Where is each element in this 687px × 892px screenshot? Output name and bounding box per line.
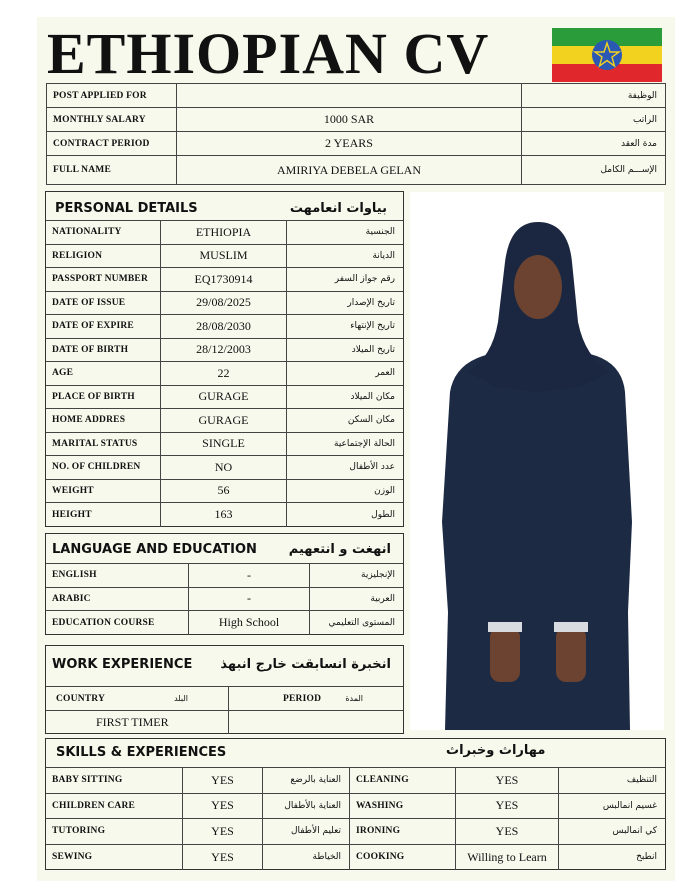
skill-right-label: IRONING	[350, 819, 456, 845]
personal-row-value: GURAGE	[161, 386, 287, 410]
personal-details-section	[45, 191, 404, 527]
work-experience-heading-ar: انخبرة انسابقت خارج انبهذ	[220, 657, 391, 672]
personal-row-label: NO. OF CHILDREN	[46, 456, 161, 480]
personal-row-value: GURAGE	[161, 409, 287, 433]
personal-row-label: WEIGHT	[46, 480, 161, 504]
skill-right-label: COOKING	[350, 845, 456, 871]
personal-row-label: DATE OF BIRTH	[46, 339, 161, 363]
work-country-label: COUNTRY	[56, 693, 106, 704]
skill-right-value: YES	[456, 819, 559, 845]
work-experience-heading: WORK EXPERIENCE	[52, 657, 193, 672]
skills-section	[45, 738, 666, 870]
header-row-value: 1000 SAR	[177, 108, 522, 132]
personal-row-arabic: تاريخ الميلاد	[287, 339, 403, 363]
skill-right-value: Willing to Learn	[456, 845, 559, 871]
applicant-photo	[410, 192, 664, 730]
personal-row-value: 28/08/2030	[161, 315, 287, 339]
skill-right-value: YES	[456, 794, 559, 820]
personal-row-label: MARITAL STATUS	[46, 433, 161, 457]
work-period-header	[229, 687, 403, 711]
personal-row-value: SINGLE	[161, 433, 287, 457]
language-row-label: ARABIC	[46, 588, 189, 612]
personal-row-arabic: الجنسية	[287, 221, 403, 245]
personal-row-arabic: الحالة الإجتماعية	[287, 433, 403, 457]
work-period-value	[229, 711, 403, 734]
skill-right-label: CLEANING	[350, 768, 456, 794]
language-education-table	[46, 563, 403, 635]
skill-right-arabic: التنظيف	[559, 768, 665, 794]
language-row-value: High School	[189, 611, 310, 635]
work-period-label: PERIOD	[283, 693, 322, 704]
header-row-value	[177, 84, 522, 108]
skill-right-label: WASHING	[350, 794, 456, 820]
ethiopia-flag	[552, 28, 662, 82]
header-row-arabic: الراتب	[522, 108, 665, 132]
work-country-header	[46, 687, 229, 711]
personal-row-arabic: العمر	[287, 362, 403, 386]
personal-row-arabic: رقم جواز السفر	[287, 268, 403, 292]
skill-left-arabic: تعليم الأطفال	[263, 819, 350, 845]
language-row-value: -	[189, 564, 310, 588]
personal-row-label: RELIGION	[46, 245, 161, 269]
skill-left-arabic: العناية بالرضع	[263, 768, 350, 794]
skills-table	[46, 767, 665, 870]
header-row-value: 2 YEARS	[177, 132, 522, 156]
header-row-label: FULL NAME	[47, 156, 177, 184]
personal-row-arabic: الطول	[371, 509, 395, 520]
work-country-label-ar: البلد	[174, 694, 188, 703]
work-country-value-text: FIRST TIMER	[96, 715, 169, 729]
language-row-value: -	[189, 588, 310, 612]
skill-left-arabic: الخياطة	[263, 845, 350, 871]
skill-left-value: YES	[183, 819, 263, 845]
personal-row-arabic: تاريخ الإصدار	[287, 292, 403, 316]
header-row-arabic: الوظيفة	[522, 84, 665, 108]
personal-row-label: DATE OF ISSUE	[46, 292, 161, 316]
language-education-heading-ar: انهغت و انتعهيم	[288, 542, 391, 557]
language-row-arabic: الإنجليزية	[310, 564, 403, 588]
personal-row-value: MUSLIM	[161, 245, 287, 269]
personal-row-arabic: الوزن	[287, 480, 403, 504]
personal-details-table	[46, 220, 403, 527]
header-row-arabic: الإســـم الكامل	[600, 165, 657, 175]
skill-left-label: SEWING	[46, 845, 183, 871]
skills-heading-ar: مهاراث وخبراث	[446, 743, 546, 758]
personal-row-label: PLACE OF BIRTH	[46, 386, 161, 410]
personal-details-heading: PERSONAL DETAILS	[55, 201, 198, 216]
personal-row-arabic: الديانة	[287, 245, 403, 269]
skill-right-arabic: كي انمالبس	[559, 819, 665, 845]
language-education-section	[45, 533, 404, 635]
header-row-arabic: مدة العقد	[522, 132, 665, 156]
personal-row-label: NATIONALITY	[46, 221, 161, 245]
personal-row-value: 22	[161, 362, 287, 386]
personal-row-value: 29/08/2025	[161, 292, 287, 316]
personal-row-value: NO	[161, 456, 287, 480]
applicant-photo-figure	[410, 192, 664, 730]
skill-left-arabic: العناية بالأطفال	[263, 794, 350, 820]
personal-row-arabic: عدد الأطفال	[287, 456, 403, 480]
header-row-label: MONTHLY SALARY	[47, 108, 177, 132]
personal-row-arabic: مكان الميلاد	[287, 386, 403, 410]
skill-left-label: BABY SITTING	[46, 768, 183, 794]
header-row-label: CONTRACT PERIOD	[47, 132, 177, 156]
work-experience-section	[45, 645, 404, 734]
personal-row-value: EQ1730914	[161, 268, 287, 292]
work-country-value	[46, 711, 229, 734]
personal-row-label: PASSPORT NUMBER	[46, 268, 161, 292]
skill-right-arabic: انطبخ	[636, 852, 657, 863]
personal-row-arabic: مكان السكن	[287, 409, 403, 433]
header-info-table	[46, 83, 666, 185]
personal-details-heading-ar: بياوات انعامهت	[289, 201, 387, 216]
flag-icon	[552, 28, 662, 82]
personal-row-value: 56	[161, 480, 287, 504]
skill-left-value: YES	[183, 845, 263, 871]
skill-left-label: CHILDREN CARE	[46, 794, 183, 820]
skill-right-arabic: غسيم انمالبس	[559, 794, 665, 820]
personal-row-label: HEIGHT	[46, 503, 161, 527]
cv-title: ETHIOPIAN CV	[47, 21, 490, 86]
cv-page	[37, 17, 675, 881]
language-row-label: EDUCATION COURSE	[46, 611, 189, 635]
skills-heading: SKILLS & EXPERIENCES	[56, 745, 227, 760]
personal-row-value: 28/12/2003	[161, 339, 287, 363]
language-row-label: ENGLISH	[46, 564, 189, 588]
personal-row-value: 163	[161, 503, 287, 527]
header-row-label: POST APPLIED FOR	[47, 84, 177, 108]
skill-right-value: YES	[456, 768, 559, 794]
work-period-label-ar: المدة	[345, 694, 363, 703]
skill-left-label: TUTORING	[46, 819, 183, 845]
language-row-arabic: العربية	[310, 588, 403, 612]
personal-row-label: HOME ADDRES	[46, 409, 161, 433]
personal-row-value: ETHIOPIA	[161, 221, 287, 245]
personal-row-arabic: تاريخ الإنتهاء	[287, 315, 403, 339]
personal-row-label: AGE	[46, 362, 161, 386]
skill-left-value: YES	[183, 768, 263, 794]
personal-row-label: DATE OF EXPIRE	[46, 315, 161, 339]
header-row-value: AMIRIYA DEBELA GELAN	[177, 156, 522, 184]
language-row-arabic: المستوى التعليمي	[328, 617, 395, 628]
skill-left-value: YES	[183, 794, 263, 820]
language-education-heading: LANGUAGE AND EDUCATION	[52, 542, 257, 557]
